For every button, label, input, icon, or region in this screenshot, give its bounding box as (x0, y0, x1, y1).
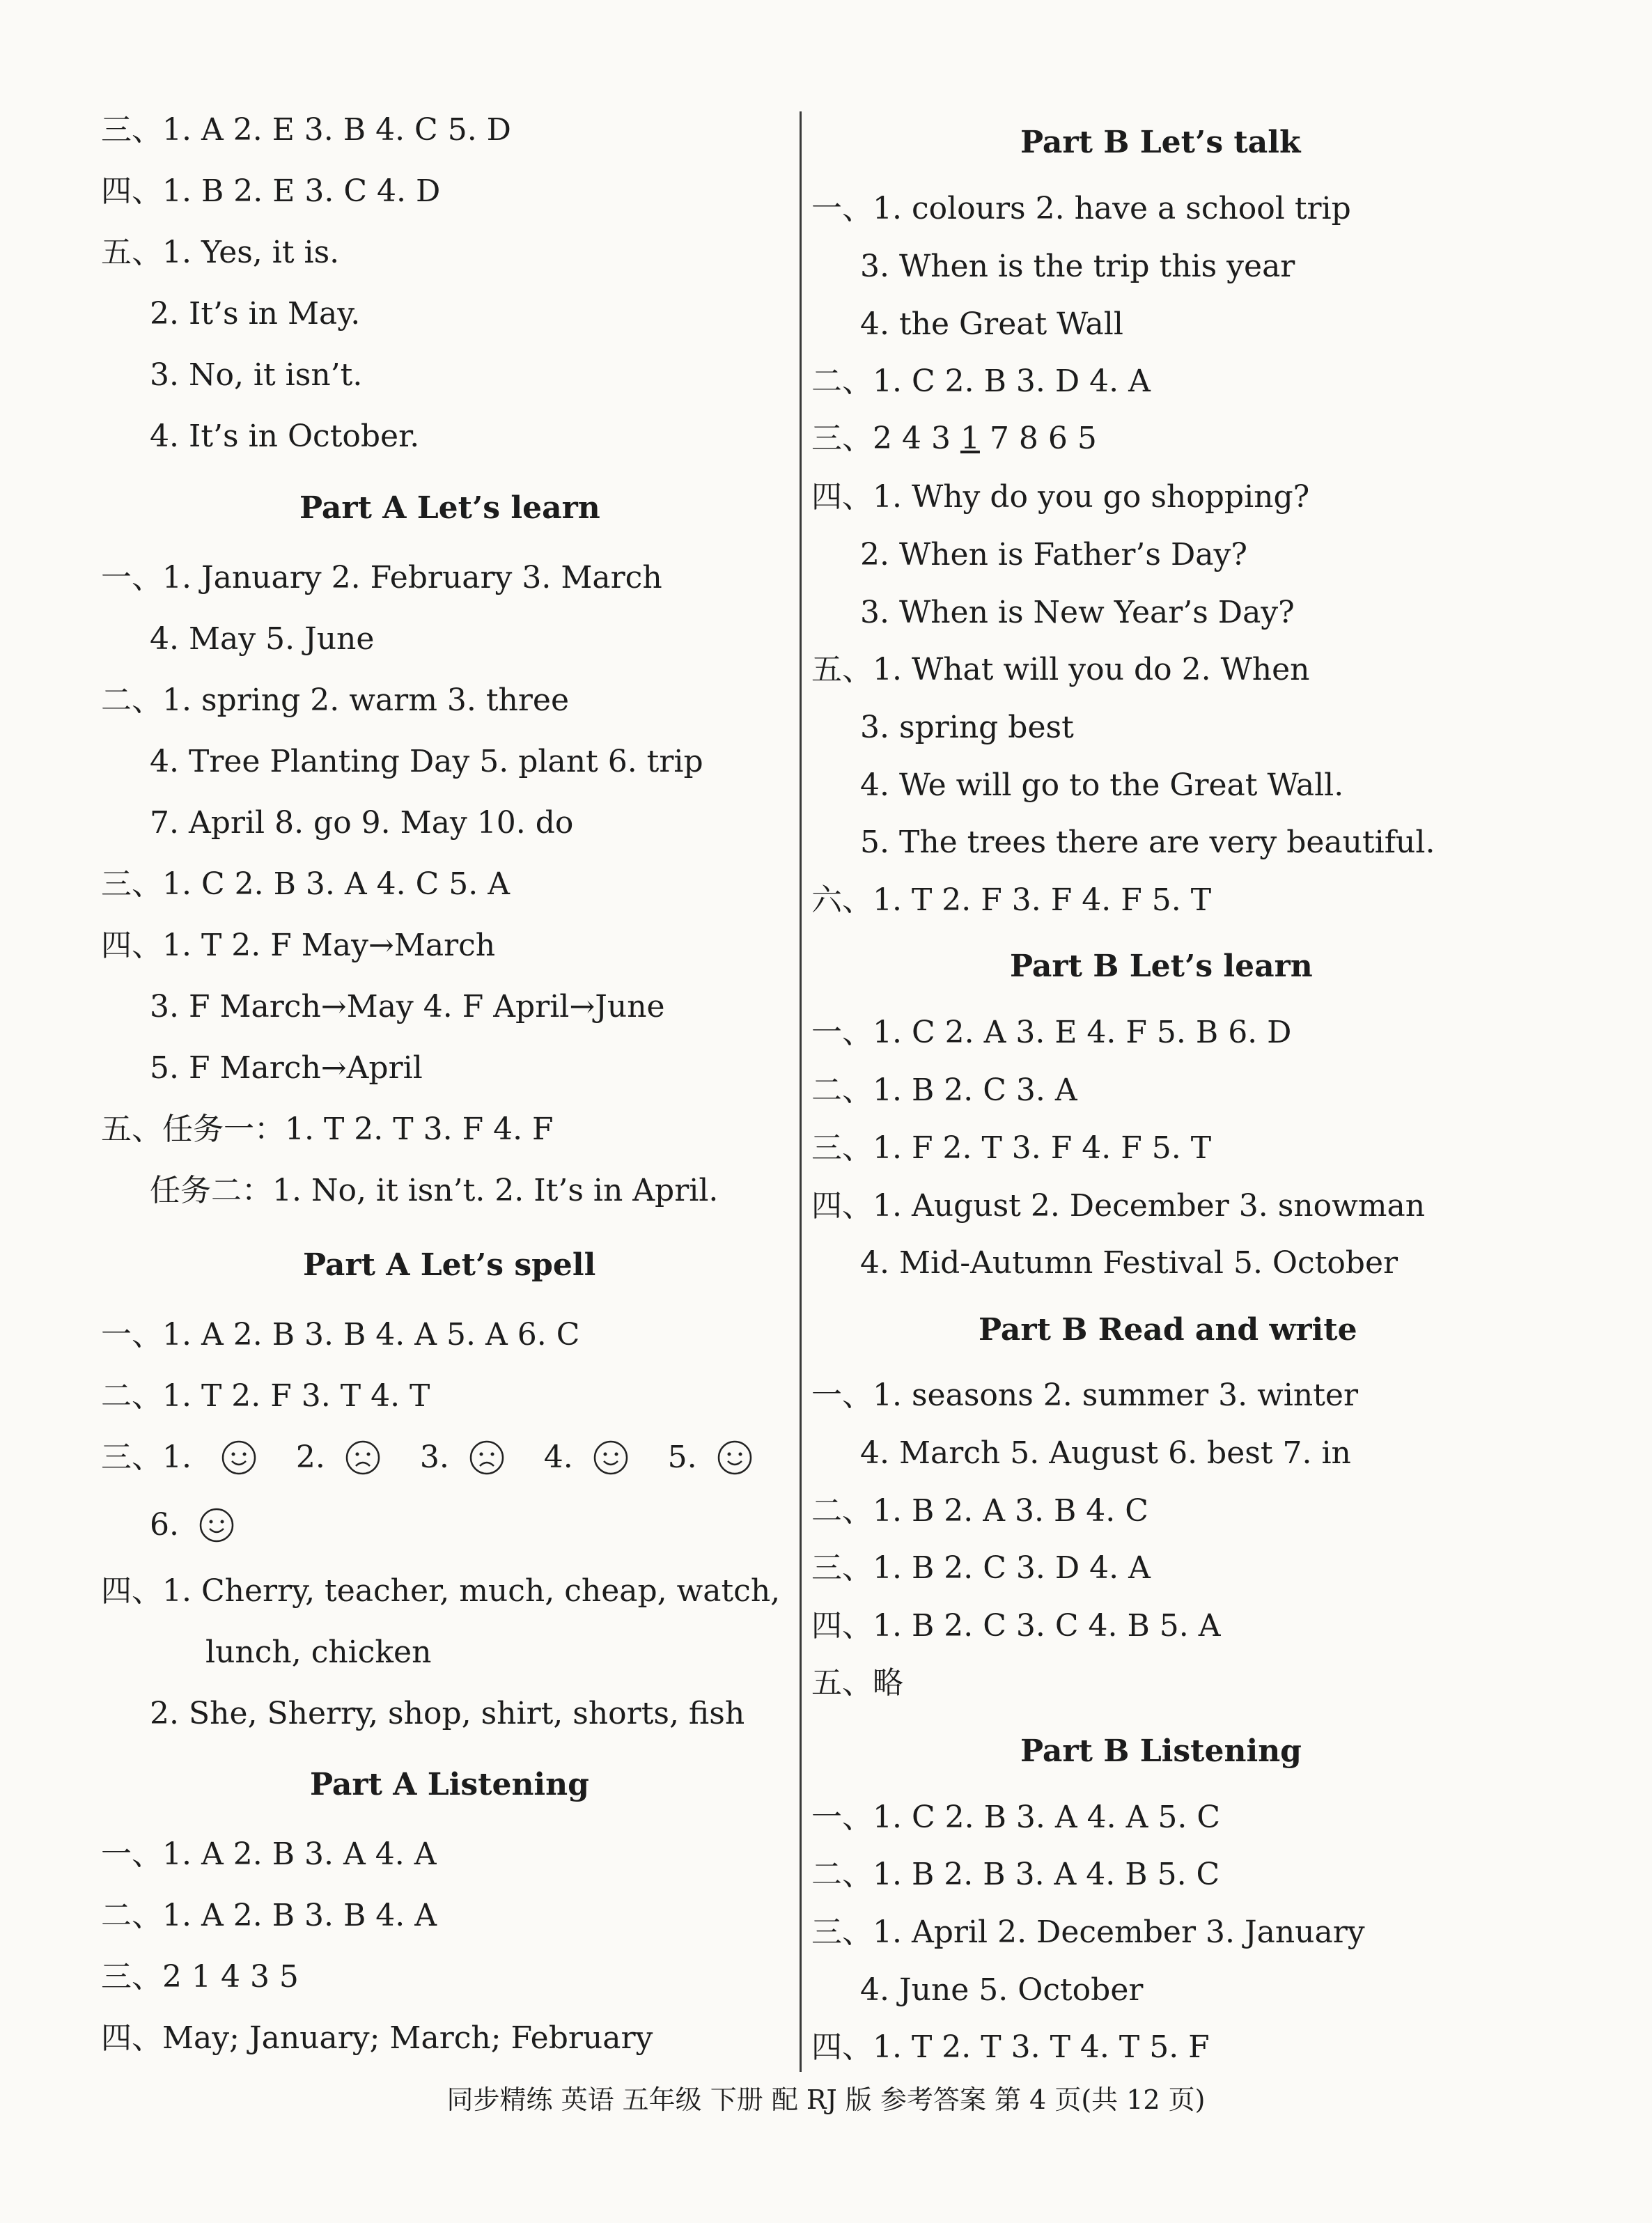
answer-line: 四、1. Cherry, teacher, much, cheap, watch, (101, 1573, 781, 1609)
answer-text: 三、2 4 3 (811, 421, 960, 456)
answer-line: 3. When is the trip this year (860, 249, 1295, 284)
answer-line: lunch, chicken (205, 1635, 432, 1670)
answer-line: 7. April 8. go 9. May 10. do (150, 805, 574, 841)
page-footer: 同步精练 英语 五年级 下册 配 RJ 版 参考答案 第 4 页(共 12 页) (446, 2084, 1206, 2115)
answer-line: 三、1. B 2. C 3. D 4. A (811, 1550, 1151, 1586)
section-heading: Part B Let’s talk (1020, 125, 1301, 160)
underlined-digit: 1 (960, 421, 980, 456)
answer-line: 二、1. T 2. F 3. T 4. T (101, 1378, 430, 1414)
answer-prefix: 三、1. (101, 1440, 192, 1475)
answer-number: 2. (295, 1440, 325, 1475)
answer-line: 一、1. A 2. B 3. A 4. A (101, 1836, 437, 1872)
smiley-answer-line (101, 1437, 753, 1479)
answer-line: 五、任务一：1. T 2. T 3. F 4. F (101, 1112, 554, 1147)
answer-line: 五、1. What will you do 2. When (811, 652, 1310, 687)
answer-line: 一、1. seasons 2. summer 3. winter (811, 1378, 1358, 1413)
answer-line: 三、1. A 2. E 3. B 4. C 5. D (101, 112, 511, 148)
answer-number: 6. (150, 1507, 179, 1543)
section-heading: Part A Let’s spell (303, 1247, 596, 1283)
answer-line: 二、1. A 2. B 3. B 4. A (101, 1898, 437, 1933)
section-heading: Part A Listening (310, 1767, 589, 1802)
answer-line: 四、1. Why do you go shopping? (811, 479, 1310, 515)
answer-line: 4. June 5. October (860, 1972, 1144, 2008)
answer-line: 一、1. colours 2. have a school trip (811, 191, 1351, 226)
answer-line: 任务二：1. No, it isn’t. 2. It’s in April. (150, 1173, 719, 1208)
answer-line: 六、1. T 2. F 3. F 4. F 5. T (811, 882, 1212, 918)
answer-line: 五、1. Yes, it is. (101, 235, 340, 270)
section-heading: Part B Listening (1020, 1733, 1302, 1769)
answer-line (811, 418, 1097, 460)
answer-line: 3. When is New Year’s Day? (860, 595, 1295, 630)
answer-number: 5. (667, 1440, 697, 1475)
answer-line: 4. Tree Planting Day 5. plant 6. trip (150, 744, 703, 779)
happy-face-icon (717, 1440, 753, 1476)
answer-line: 2. She, Sherry, shop, shirt, shorts, fish (150, 1696, 745, 1731)
sad-face-icon (469, 1440, 505, 1476)
answer-line: 五、略 (811, 1665, 903, 1701)
answer-line: 四、1. T 2. F May→March (101, 928, 496, 963)
answer-line: 二、1. spring 2. warm 3. three (101, 682, 570, 718)
answer-line: 四、May; January; March; February (101, 2020, 653, 2056)
happy-face-icon (198, 1507, 235, 1543)
answer-line: 4. May 5. June (150, 621, 375, 657)
answer-line: 三、1. F 2. T 3. F 4. F 5. T (811, 1130, 1212, 1166)
answer-line: 3. No, it isn’t. (150, 357, 363, 393)
answer-line: 4. the Great Wall (860, 306, 1123, 342)
answer-line: 4. March 5. August 6. best 7. in (860, 1435, 1351, 1471)
answer-line: 一、1. C 2. B 3. A 4. A 5. C (811, 1800, 1220, 1835)
answer-line: 四、1. B 2. C 3. C 4. B 5. A (811, 1608, 1221, 1644)
answer-line: 二、1. C 2. B 3. D 4. A (811, 364, 1151, 399)
answer-line: 三、1. C 2. B 3. A 4. C 5. A (101, 866, 510, 902)
answer-line: 一、1. C 2. A 3. E 4. F 5. B 6. D (811, 1015, 1292, 1050)
section-heading: Part B Let’s learn (1010, 949, 1313, 984)
answer-line: 4. We will go to the Great Wall. (860, 767, 1344, 803)
section-heading: Part B Read and write (979, 1312, 1357, 1348)
answer-line: 三、2 1 4 3 5 (101, 1959, 299, 1995)
answer-text: 7 8 6 5 (979, 421, 1097, 456)
answer-line: 二、1. B 2. A 3. B 4. C (811, 1493, 1148, 1529)
answer-line: 一、1. A 2. B 3. B 4. A 5. A 6. C (101, 1317, 580, 1352)
answer-number: 3. (419, 1440, 449, 1475)
answer-line: 4. Mid-Autumn Festival 5. October (860, 1245, 1398, 1281)
sad-face-icon (345, 1440, 381, 1476)
answer-line: 2. It’s in May. (150, 296, 361, 332)
answer-line: 5. F March→April (150, 1050, 423, 1086)
answer-line: 四、1. August 2. December 3. snowman (811, 1188, 1426, 1224)
answer-line: 三、1. April 2. December 3. January (811, 1914, 1365, 1950)
answer-line: 一、1. January 2. February 3. March (101, 560, 662, 595)
answer-line: 二、1. B 2. C 3. A (811, 1072, 1077, 1108)
answer-line: 3. F March→May 4. F April→June (150, 989, 665, 1024)
happy-face-icon (593, 1440, 629, 1476)
answer-line: 四、1. T 2. T 3. T 4. T 5. F (811, 2029, 1210, 2065)
answer-line: 2. When is Father’s Day? (860, 537, 1247, 572)
section-heading: Part A Let’s learn (299, 490, 600, 526)
answer-line: 二、1. B 2. B 3. A 4. B 5. C (811, 1857, 1220, 1892)
answer-line: 3. spring best (860, 710, 1074, 745)
answer-line: 4. It’s in October. (150, 419, 420, 454)
smiley-answer-line (150, 1504, 235, 1546)
happy-face-icon (221, 1440, 257, 1476)
answer-line: 四、1. B 2. E 3. C 4. D (101, 173, 441, 209)
column-divider (800, 111, 802, 2072)
answer-line: 5. The trees there are very beautiful. (860, 825, 1435, 860)
answer-number: 4. (543, 1440, 573, 1475)
